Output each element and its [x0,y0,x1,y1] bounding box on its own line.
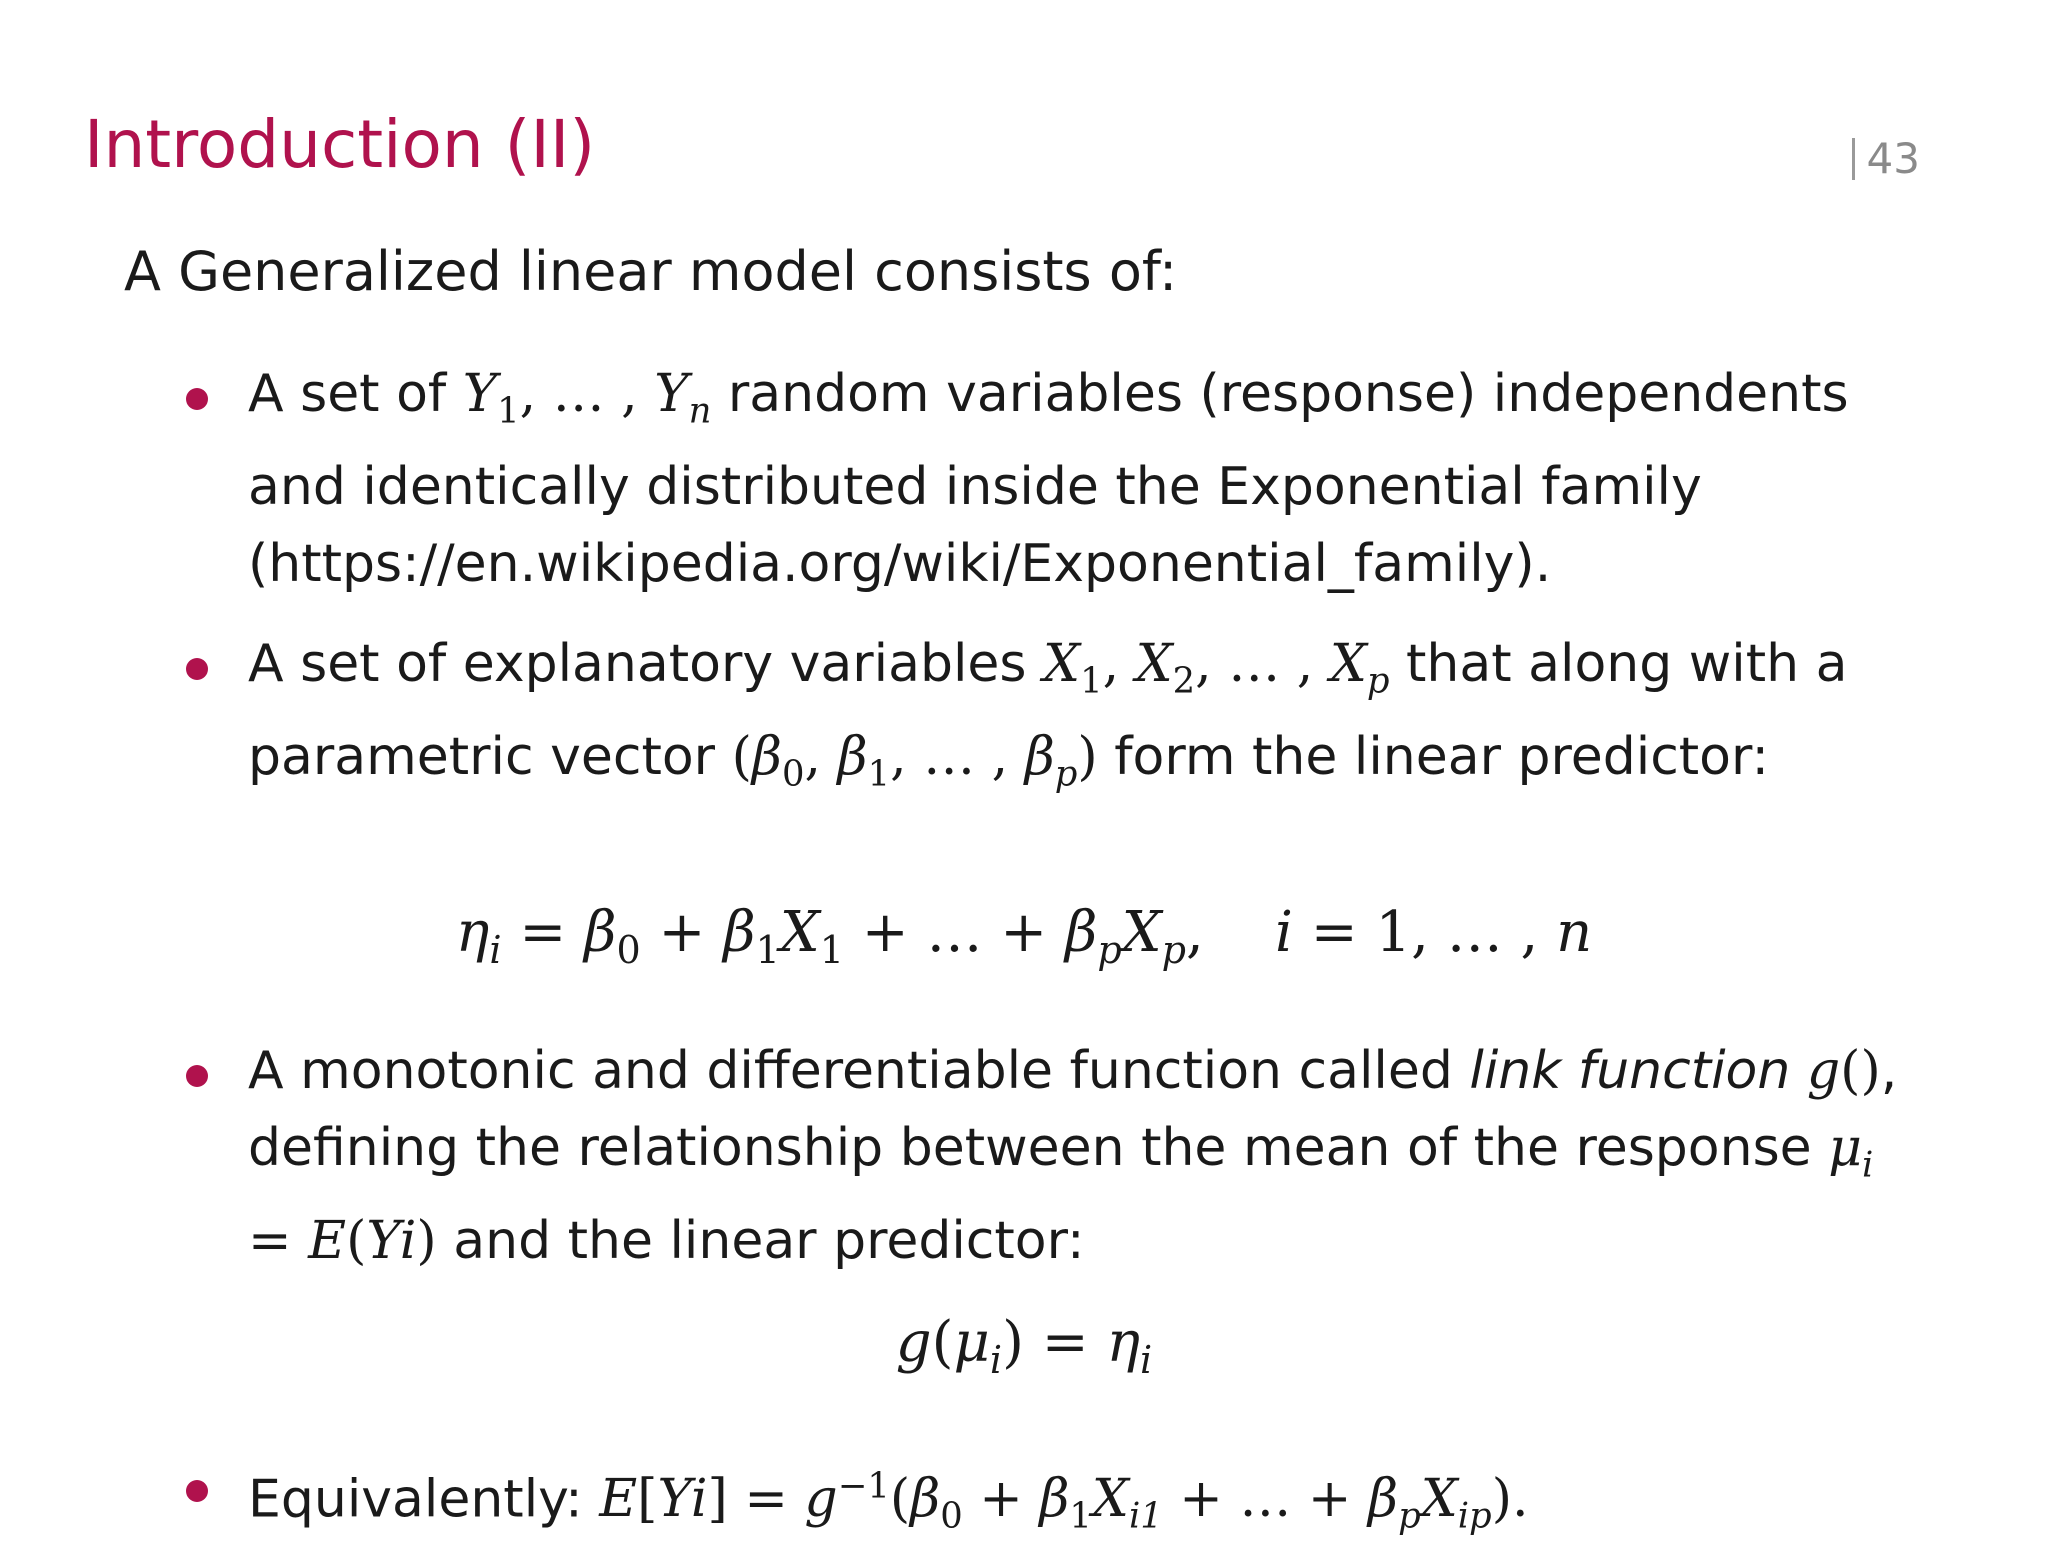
bullet-icon [186,1065,208,1087]
math-link-g: g() [1806,1041,1881,1101]
math-explanatory-variables: $X_1$, $X_2$, … , $X_p$ [1043,634,1390,702]
equation-linear-predictor: $\eta_i = \beta_0 + \beta_1X_1$ + … + $\beta_pX_p$, i = 1, … , n [455,900,1593,973]
term-link-function: link function [1469,1041,1791,1101]
bullet-text-a: A set of [248,364,447,424]
math-mean: $\mu_i = E(Yi)$ [248,1118,1874,1272]
bullet-icon [186,388,208,410]
bullet-item-response [248,356,1928,603]
bullet-text-b: defining the relationship between the mean of the response [248,1118,1812,1178]
bullet-item-equivalently [248,1448,1928,1555]
bullet-text-a: Equivalently: [248,1469,583,1530]
bullet-icon [186,1480,208,1502]
bullet-item-link-function: A monotonic and differentiable function called link function g(), defining the relationship between the mean of the response $\mu_i = E(Yi)$ and the linear predictor: [248,1033,1928,1280]
math-inverse-link: $E[Yi] = g^{-1}(\beta_0 + \beta_1X_{i1}$ + … + $\beta_pX_{ip}$). [599,1466,1529,1537]
intro-text: A Generalized linear model consists of: [124,240,1178,303]
bullet-text-b: random variables (response) independents and identically distributed inside the Exponential family (https://en.wikipedia.org/wiki/Exponential_family). [248,364,1849,595]
math-response-variables: $Y_1$, … , $Y_n$ [462,364,712,432]
bullet-icon [186,658,208,680]
bullet-text-b: that along with a parametric vector [248,634,1848,788]
bullet-text-c: and the linear predictor: [453,1211,1085,1272]
math-parameter-vector: ($\beta_0$, $\beta_1$, … , $\beta_p$) [731,727,1098,795]
bullet-text-c: form the linear predictor: [1114,727,1769,788]
bullet-text-a: A monotonic and differentiable function called [248,1041,1453,1101]
bullet-text-a: A set of explanatory variables [248,634,1027,694]
page-number: 43 [1852,138,1920,180]
bullet-item-predictor [248,626,1928,813]
equation-link: $g(\mu_i) = \eta_i$ [895,1310,1153,1383]
slide-title: Introduction (II) [84,106,596,183]
